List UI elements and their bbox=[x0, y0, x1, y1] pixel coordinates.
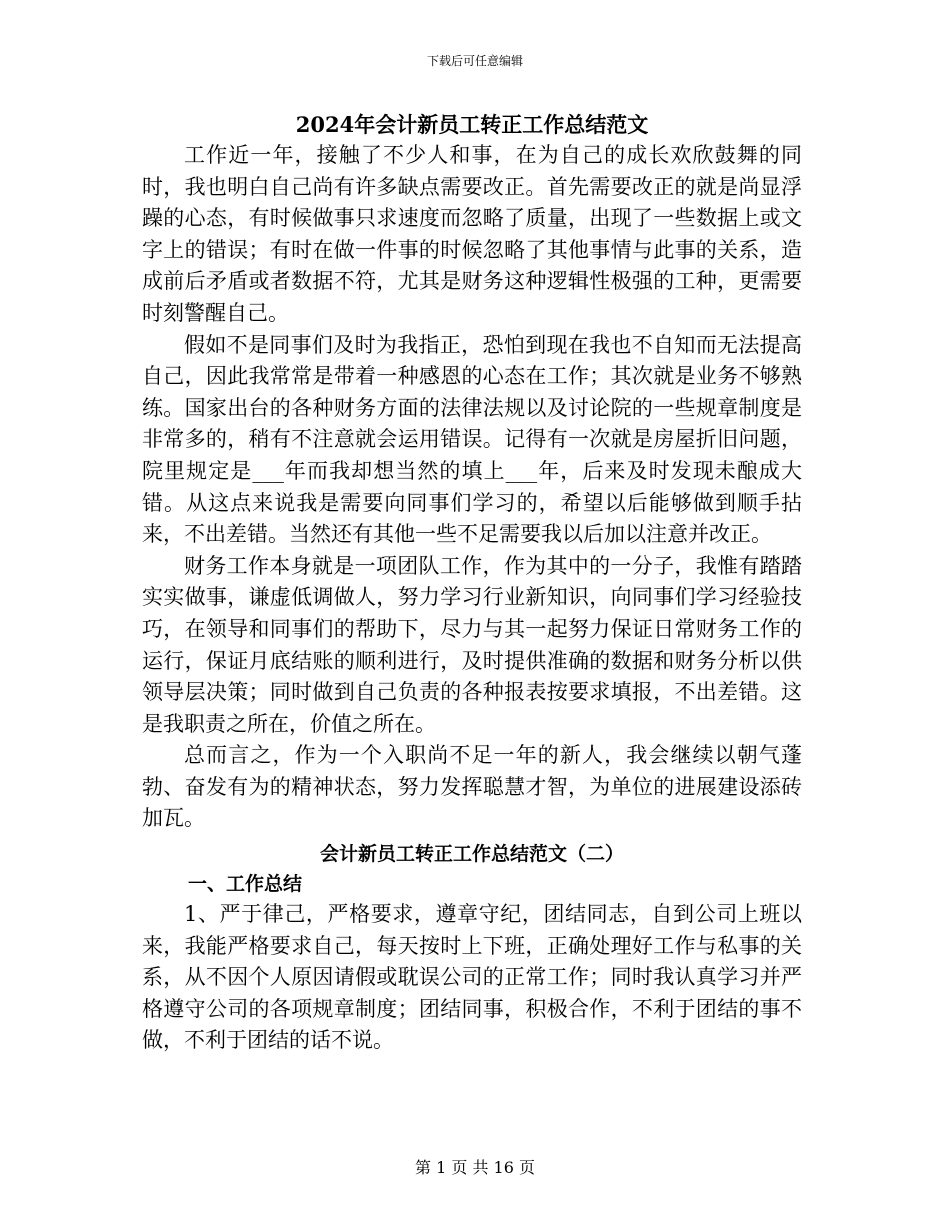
paragraph-3: 财务工作本身就是一项团队工作，作为其中的一分子，我惟有踏踏实实做事，谦虚低调做人，努力学习行业新知识，向同事们学习经验技巧，在领导和同事们的帮助下，尽力与其一起努力保证日常财务工作的运行，保证月底结账的顺利进行，及时提供准确的数据和财务分析以供领导层决策；同时做到自己负责的各种报表按要求填报，不出差错。这是我职责之所在，价值之所在。 bbox=[142, 553, 802, 736]
section-heading: 一、工作总结 bbox=[188, 873, 303, 896]
paragraph-1: 工作近一年，接触了不少人和事，在为自己的成长欢欣鼓舞的同时，我也明白自己尚有许多缺点需要改正。首先需要改正的就是尚显浮躁的心态，有时候做事只求速度而忽略了质量，出现了一些数据上或文字上的错误；有时在做一件事的时候忽略了其他事情与此事的关系，造成前后矛盾或者数据不符，尤其是财务这种逻辑性极强的工种，更需要时刻警醒自己。 bbox=[142, 143, 802, 325]
document-subtitle: 会计新员工转正工作总结范文（二） bbox=[319, 843, 624, 866]
page-header: 下载后可任意编辑 bbox=[426, 54, 523, 68]
paragraph-2: 假如不是同事们及时为我指正，恐怕到现在我也不自知而无法提高自己，因此我常常是带着一种感恩的心态在工作；其次就是业务不够熟练。国家出台的各种财务方面的法律法规以及讨论院的一些规章制度是非常多的，稍有不注意就会运用错误。记得有一次就是房屋折旧问题，院里规定是___年而我却想当然的填上___年，后来及时发现未酿成大错。从这点来说我是需要向同事们学习的，希望以后能够做到顺手拈来，不出差错。当然还有其他一些不足需要我以后加以注意并改正。 bbox=[142, 332, 802, 547]
document-body bbox=[142, 110, 802, 1057]
paragraph-4: 总而言之，作为一个入职尚不足一年的新人，我会继续以朝气蓬勃、奋发有为的精神状态，努力发挥聪慧才智，为单位的进展建设添砖加瓦。 bbox=[142, 743, 802, 831]
page-footer: 第 1 页 共 16 页 bbox=[415, 1158, 535, 1177]
document-title: 2024年会计新员工转正工作总结范文 bbox=[295, 112, 649, 137]
section-paragraph: 1、严于律己，严格要求，遵章守纪，团结同志，自到公司上班以来，我能严格要求自己，每天按时上下班，正确处理好工作与私事的关系，从不因个人原因请假或耽误公司的正常工作；同时我认真学习并严格遵守公司的各项规章制度；团结同事，积极合作，不利于团结的事不做，不利于团结的话不说。 bbox=[142, 902, 802, 1053]
